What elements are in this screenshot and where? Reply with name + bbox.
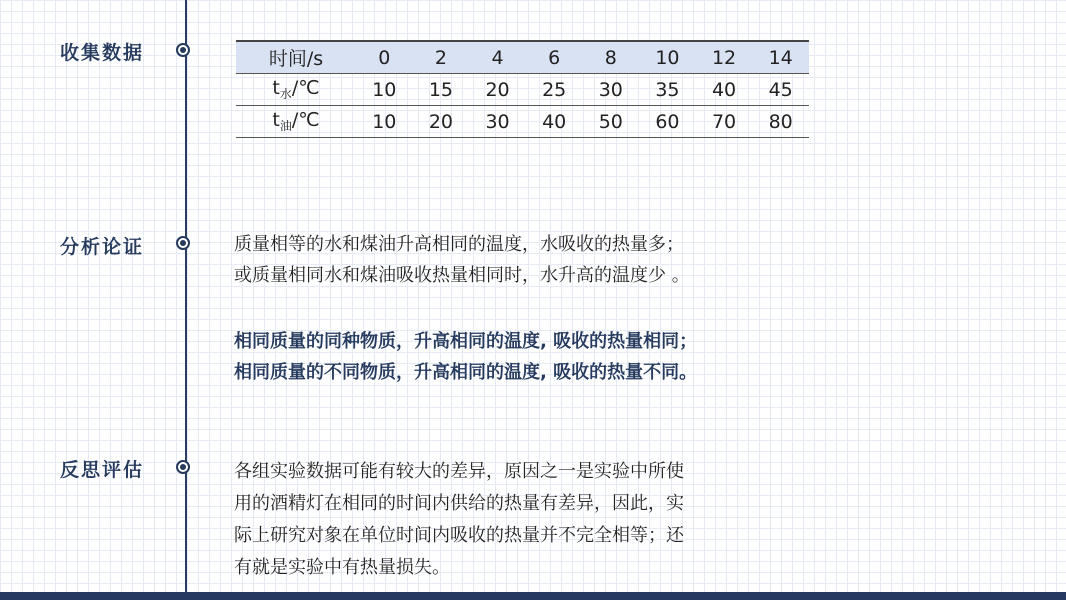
reflection-line: 各组实验数据可能有较大的差异，原因之一是实验中所使 <box>234 461 684 482</box>
table-cell: 70 <box>696 106 753 138</box>
table-cell: 20 <box>413 106 470 138</box>
table-cell: 45 <box>752 74 809 106</box>
table-cell: 40 <box>526 106 583 138</box>
table-cell: 30 <box>469 106 526 138</box>
table-header-cell: 0 <box>356 41 413 74</box>
table-header-cell: 12 <box>696 41 753 74</box>
table-header-cell: 6 <box>526 41 583 74</box>
table-cell: 25 <box>526 74 583 106</box>
section-title-analyze: 分析论证 <box>60 236 145 258</box>
bottom-bar <box>0 592 1066 600</box>
table-header-row <box>236 41 809 74</box>
table-header-cell: 10 <box>639 41 696 74</box>
table-header-cell: 8 <box>583 41 640 74</box>
section-title-collect: 收集数据 <box>60 42 145 64</box>
table-row-water <box>236 74 809 106</box>
section-title-reflect: 反思评估 <box>60 459 145 481</box>
timeline-line <box>185 0 187 592</box>
table-cell: 20 <box>469 74 526 106</box>
table-cell: 10 <box>356 74 413 106</box>
table-row-oil <box>236 106 809 138</box>
table-cell: 35 <box>639 74 696 106</box>
timeline-marker-icon <box>176 236 190 250</box>
reflection-line: 际上研究对象在单位时间内吸收的热量并不完全相等；还 <box>234 525 684 546</box>
table-cell: 60 <box>639 106 696 138</box>
timeline-marker-icon <box>176 460 190 474</box>
table-cell: 50 <box>583 106 640 138</box>
table-cell: 10 <box>356 106 413 138</box>
analysis-line: 或质量相同水和煤油吸收热量相同时，水升高的温度少 。 <box>234 265 690 286</box>
table-header-cell: 2 <box>413 41 470 74</box>
timeline-marker-icon <box>176 43 190 57</box>
row-label-water: $t_水/℃$ <box>236 74 356 106</box>
reflection-line: 用的酒精灯在相同的时间内供给的热量有差异，因此，实 <box>234 493 684 514</box>
row-label-oil: $t_油/℃$ <box>236 106 356 138</box>
reflection-line: 有就是实验中有热量损失。 <box>234 557 450 578</box>
table-cell: 80 <box>752 106 809 138</box>
analysis-line: 质量相等的水和煤油升高相同的温度，水吸收的热量多； <box>234 234 684 255</box>
conclusion-line: 相同质量的同种物质，升高相同的温度, 吸收的热量相同； <box>234 331 698 352</box>
table-header-label: 时间/s <box>236 41 356 74</box>
table-cell: 30 <box>583 74 640 106</box>
data-table <box>236 40 809 138</box>
table-header-cell: 4 <box>469 41 526 74</box>
conclusion-line: 相同质量的不同物质，升高相同的温度, 吸收的热量不同。 <box>234 362 698 383</box>
table-header-cell: 14 <box>752 41 809 74</box>
table-cell: 15 <box>413 74 470 106</box>
table-cell: 40 <box>696 74 753 106</box>
